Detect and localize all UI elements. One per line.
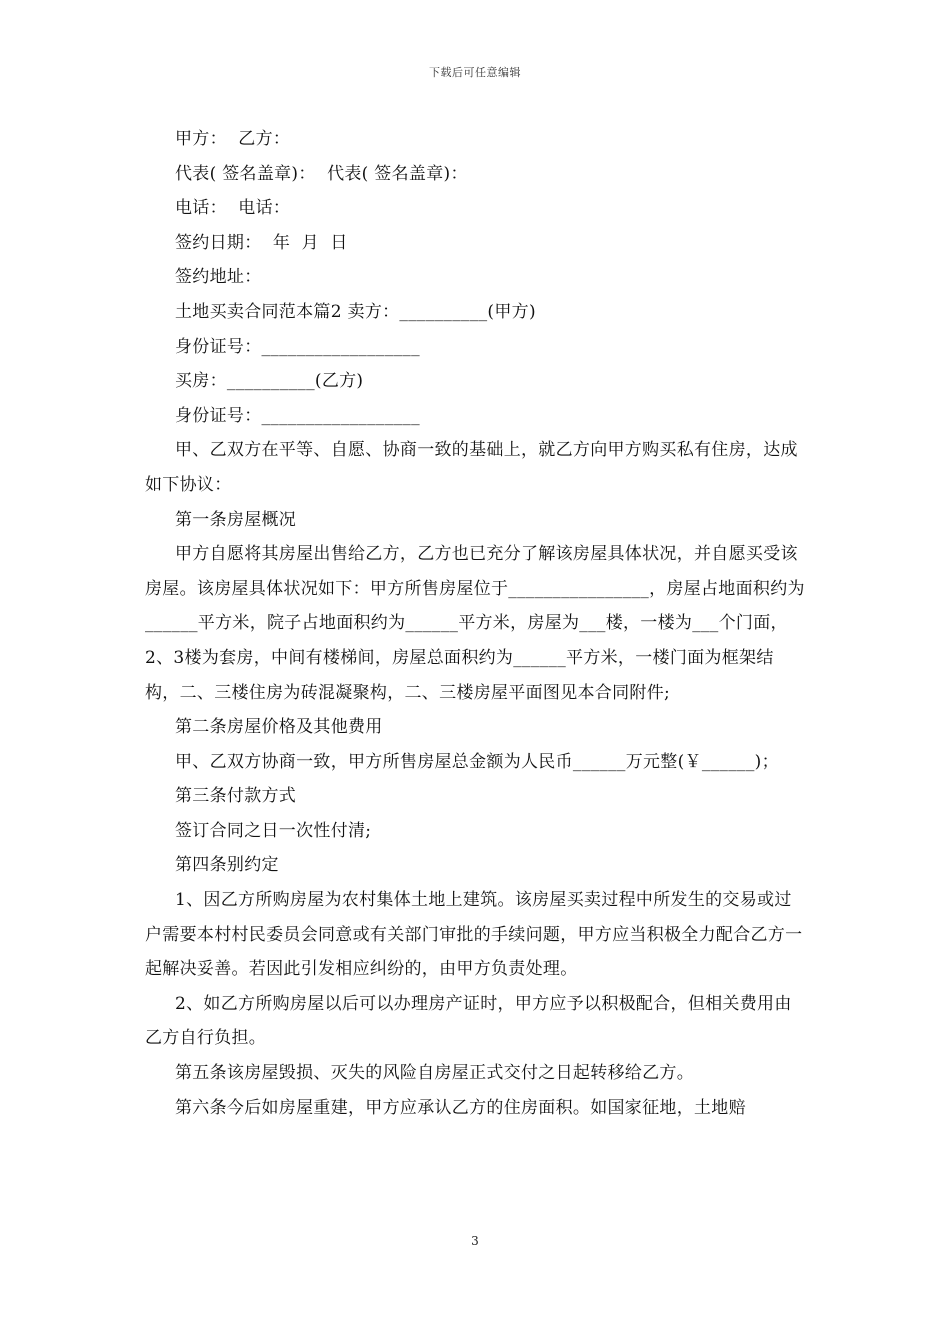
paragraph-sign-address: 签约地址： [175, 267, 262, 288]
paragraph-article-4-item-2: 2、如乙方所购房屋以后可以办理房产证时，甲方应予以积极配合，但相关费用由乙方自行负担。 [145, 993, 792, 1049]
paragraph-article-4-item-1: 1、因乙方所购房屋为农村集体土地上建筑。该房屋买卖过程中所发生的交易或过户需要本村村民委员会同意或有关部门审批的手续问题，甲方应当积极全力配合乙方一起解决妥善。若因此引发相应纠纷的，由甲方负责处理。 [145, 890, 803, 980]
heading-article-3: 第三条付款方式 [175, 786, 297, 807]
paragraph-article-1: 甲方自愿将其房屋出售给乙方，乙方也已充分了解该房屋具体状况，并自愿买受该房屋。该房屋具体状况如下：甲方所售房屋位于________________，房屋占地面积约为______平方米，院子占地面积约为______平方米，房屋为___楼，一楼为___个门面，2、3楼为套房，中间有楼梯间，房屋总面积约为______平方米，一楼门面为框架结构，二、三楼住房为砖混凝聚构，二、三楼房屋平面图见本合同附件; [145, 544, 805, 703]
heading-article-4: 第四条别约定 [175, 855, 279, 876]
page-number: 3 [471, 1234, 479, 1248]
heading-article-1: 第一条房屋概况 [175, 509, 297, 530]
paragraph-contract-title-seller: 土地买卖合同范本篇2 卖方：__________(甲方) [175, 301, 536, 322]
document-body [145, 122, 807, 1125]
paragraph-representatives: 代表( 签名盖章)： 代表( 签名盖章)： [175, 163, 468, 184]
paragraph-phones: 电话： 电话： [175, 198, 291, 219]
paragraph-article-3: 签订合同之日一次性付清; [175, 820, 372, 841]
paragraph-seller-id: 身份证号：__________________ [175, 336, 420, 357]
paragraph-article-5: 第五条该房屋毁损、灭失的风险自房屋正式交付之日起转移给乙方。 [175, 1063, 694, 1084]
paragraph-buyer: 买房：__________(乙方) [175, 371, 364, 392]
paragraph-sign-date: 签约日期： 年 月 日 [175, 232, 348, 253]
page-header: 下载后可任意编辑 [429, 66, 521, 79]
paragraph-buyer-id: 身份证号：__________________ [175, 405, 420, 426]
paragraph-agreement-intro: 甲、乙双方在平等、自愿、协商一致的基础上，就乙方向甲方购买私有住房，达成如下协议： [145, 440, 798, 495]
paragraph-article-2: 甲、乙双方协商一致，甲方所售房屋总金额为人民币______万元整(￥______)； [175, 751, 779, 772]
paragraph-article-6: 第六条今后如房屋重建，甲方应承认乙方的住房面积。如国家征地，土地赔 [175, 1097, 746, 1118]
paragraph-party-names: 甲方： 乙方： [175, 129, 291, 149]
heading-article-2: 第二条房屋价格及其他费用 [175, 717, 383, 738]
